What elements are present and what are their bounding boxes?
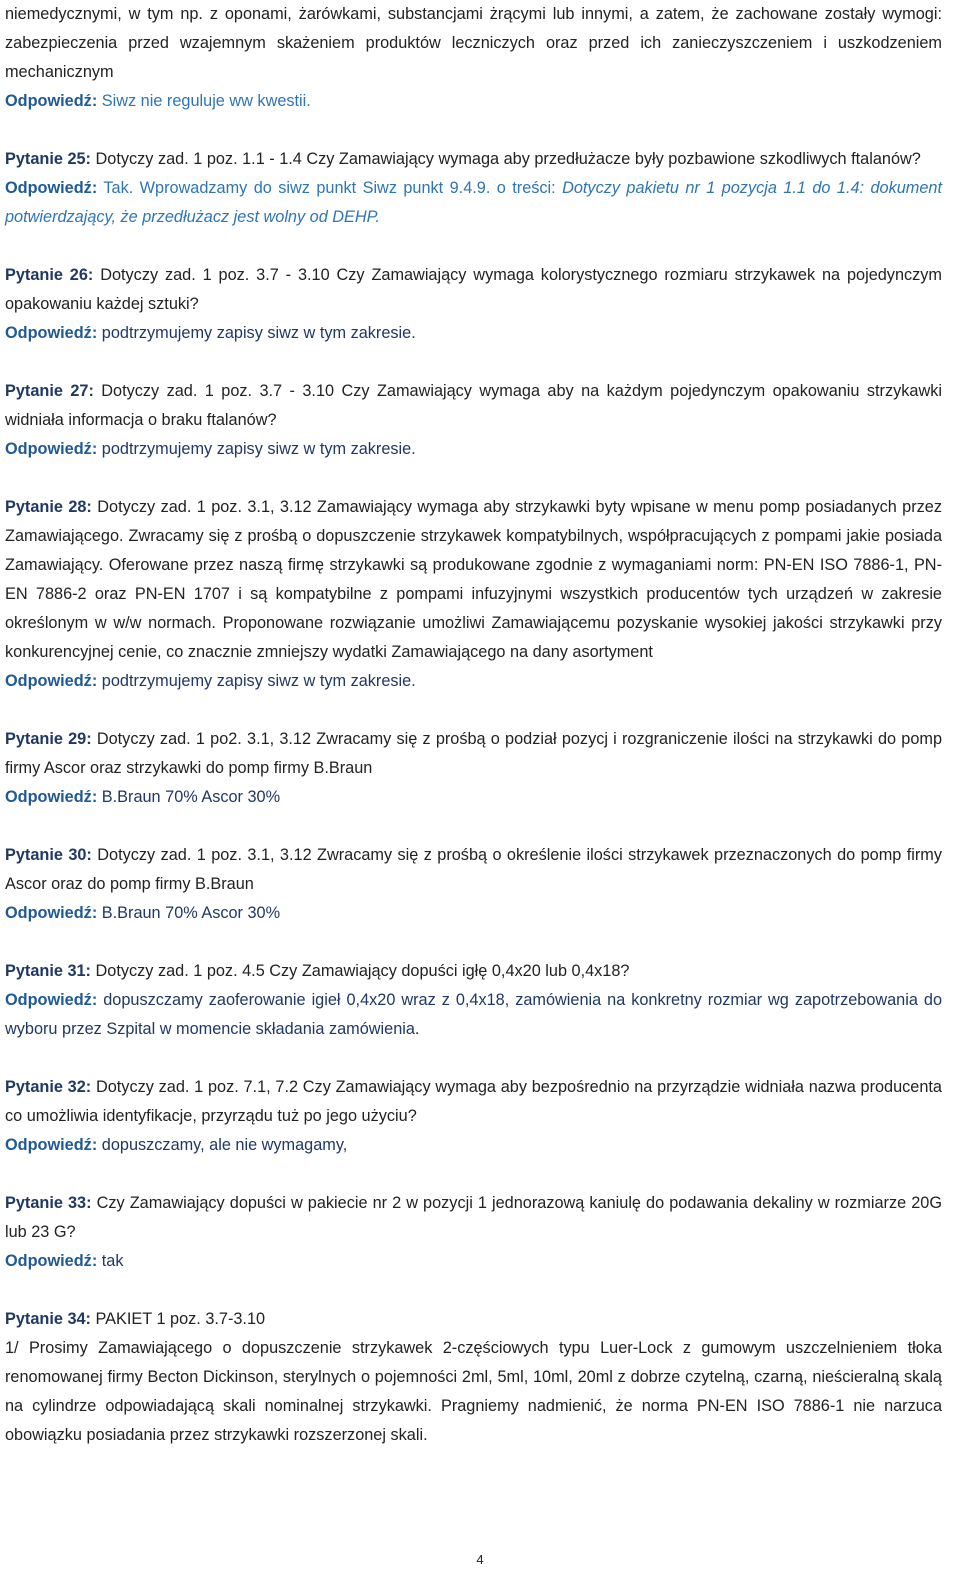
answer-27 — [5, 435, 942, 464]
question-label: Pytanie 31: — [5, 962, 91, 980]
question-text: Dotyczy zad. 1 poz. 7.1, 7.2 Czy Zamawiający wymaga aby bezpośrednio na przyrządzie widniała nazwa producenta co umożliwia identyfikacje, przyrządu tuż po jego użyciu? — [5, 1078, 942, 1125]
answer-text: B.Braun 70% Ascor 30% — [101, 904, 281, 922]
question-label: Pytanie 28: — [5, 498, 92, 516]
answer-label: Odpowiedź: — [5, 904, 98, 922]
answer-label: Odpowiedź: — [5, 179, 98, 197]
answer-text: Siwz nie reguluje ww kwestii. — [101, 92, 311, 110]
question-30 — [5, 841, 942, 899]
question-27 — [5, 377, 942, 435]
question-31 — [5, 957, 942, 986]
question-label: Pytanie 30: — [5, 846, 92, 864]
answer-30 — [5, 899, 942, 928]
question-text: Dotyczy zad. 1 poz. 1.1 - 1.4 Czy Zamawiający wymaga aby przedłużacze były pozbawione szkodliwych ftalanów? — [95, 150, 921, 168]
answer-25 — [5, 174, 942, 232]
answer-text: podtrzymujemy zapisy siwz w tym zakresie. — [101, 672, 416, 690]
question-text: Dotyczy zad. 1 poz. 3.7 - 3.10 Czy Zamawiający wymaga kolorystycznego rozmiaru strzykawek na pojedynczym opakowaniu każdej sztuki? — [5, 266, 942, 313]
answer-label: Odpowiedź: — [5, 788, 98, 806]
question-text: Dotyczy zad. 1 po2. 3.1, 3.12 Zwracamy się z prośbą o podział pozycj i rozgraniczenie ilości na strzykawki do pomp firmy Ascor oraz strzykawki do pomp firmy B.Braun — [5, 730, 942, 777]
answer-text: podtrzymujemy zapisy siwz w tym zakresie. — [101, 324, 416, 342]
answer-31 — [5, 986, 942, 1044]
answer-label: Odpowiedź: — [5, 92, 98, 110]
question-label: Pytanie 32: — [5, 1078, 92, 1096]
question-label: Pytanie 34: — [5, 1310, 91, 1328]
answer-italic-text: Dotyczy pakietu nr 1 pozycja 1.1 do 1.4: dokument potwierdzający, że przedłużacz jest wolny od DEHP. — [5, 179, 942, 226]
page-number: 4 — [476, 1552, 484, 1567]
answer-label: Odpowiedź: — [5, 324, 98, 342]
answer-label: Odpowiedź: — [5, 672, 98, 690]
intro-answer — [5, 87, 942, 116]
question-33 — [5, 1189, 942, 1247]
answer-28 — [5, 667, 942, 696]
question-32 — [5, 1073, 942, 1131]
answer-26 — [5, 319, 942, 348]
question-25 — [5, 145, 942, 174]
answer-text: B.Braun 70% Ascor 30% — [101, 788, 281, 806]
question-label: Pytanie 27: — [5, 382, 94, 400]
answer-text: Tak. Wprowadzamy do siwz punkt Siwz punkt 9.4.9. o treści: — [103, 179, 556, 197]
question-34 — [5, 1305, 942, 1334]
answer-label: Odpowiedź: — [5, 1252, 98, 1270]
question-34-body: 1/ Prosimy Zamawiającego o dopuszczenie strzykawek 2-częściowych typu Luer-Lock z gumowym uszczelnieniem tłoka renomowanej firmy Becton Dickinson, sterylnych o pojemności 2ml, 5ml, 10ml, 20ml z dobrze czytelną, czarną, nieścieralną skalą na cylindrze odpowiadającą skali nominalnej strzykawki. Pragniemy nadmienić, że norma PN-EN ISO 7886-1 nie narzuca obowiązku posiadania przez strzykawki rozszerzonej skali. — [5, 1339, 942, 1444]
question-text: Dotyczy zad. 1 poz. 3.1, 3.12 Zamawiający wymaga aby strzykawki byty wpisane w menu pomp posiadanych przez Zamawiającego. Zwracamy się z prośbą o dopuszczenie strzykawek kompatybilnych, współpracujących z pompami jakie posiada Zamawiający. Oferowane przez naszą firmę strzykawki są produkowane zgodnie z wymaganiami norm: PN-EN ISO 7886-1, PN-EN 7886-2 oraz PN-EN 1707 i są kompatybilne z pompami infuzyjnymi wszystkich producentów tych urządzeń w zakresie określonym w w/w normach. Proponowane rozwiązanie umożliwi Zamawiającemu pozyskanie wysokiej jakości strzykawki przy konkurencyjnej cenie, co znacznie zmniejszy wydatki Zamawiającego na dany asortyment — [5, 498, 942, 661]
question-28 — [5, 493, 942, 667]
question-text: Dotyczy zad. 1 poz. 4.5 Czy Zamawiający dopuści igłę 0,4x20 lub 0,4x18? — [95, 962, 630, 980]
answer-text: dopuszczamy zaoferowanie igieł 0,4x20 wraz z 0,4x18, zamówienia na konkretny rozmiar wg zapotrzebowania do wyboru przez Szpital w momencie składania zamówienia. — [5, 991, 942, 1038]
answer-33 — [5, 1247, 942, 1276]
intro-text: niemedycznymi, w tym np. z oponami, żarówkami, substancjami żrącymi lub innymi, a zatem, że zachowane zostały wymogi: zabezpieczenia przed wzajemnym skażeniem produktów leczniczych oraz przed ich zanieczyszczeniem i uszkodzeniem mechanicznym — [5, 5, 942, 81]
question-text: Dotyczy zad. 1 poz. 3.7 - 3.10 Czy Zamawiający wymaga aby na każdym pojedynczym opakowaniu strzykawki widniała informacja o braku ftalanów? — [5, 382, 942, 429]
answer-label: Odpowiedź: — [5, 1136, 98, 1154]
question-text: Czy Zamawiający dopuści w pakiecie nr 2 w pozycji 1 jednorazową kaniulę do podawania dekaliny w rozmiarze 20G lub 23 G? — [5, 1194, 942, 1241]
answer-text: dopuszczamy, ale nie wymagamy, — [101, 1136, 348, 1154]
question-29 — [5, 725, 942, 783]
question-label: Pytanie 29: — [5, 730, 92, 748]
question-text: PAKIET 1 poz. 3.7-3.10 — [95, 1310, 266, 1328]
answer-label: Odpowiedź: — [5, 991, 98, 1009]
question-26 — [5, 261, 942, 319]
answer-text: podtrzymujemy zapisy siwz w tym zakresie. — [101, 440, 416, 458]
question-label: Pytanie 33: — [5, 1194, 92, 1212]
answer-32 — [5, 1131, 942, 1160]
answer-text: tak — [101, 1252, 124, 1270]
answer-label: Odpowiedź: — [5, 440, 98, 458]
question-text: Dotyczy zad. 1 poz. 3.1, 3.12 Zwracamy się z prośbą o określenie ilości strzykawek przeznaczonych do pomp firmy Ascor oraz do pomp firmy B.Braun — [5, 846, 942, 893]
question-label: Pytanie 25: — [5, 150, 91, 168]
answer-29 — [5, 783, 942, 812]
question-label: Pytanie 26: — [5, 266, 94, 284]
document-page — [5, 0, 942, 1450]
